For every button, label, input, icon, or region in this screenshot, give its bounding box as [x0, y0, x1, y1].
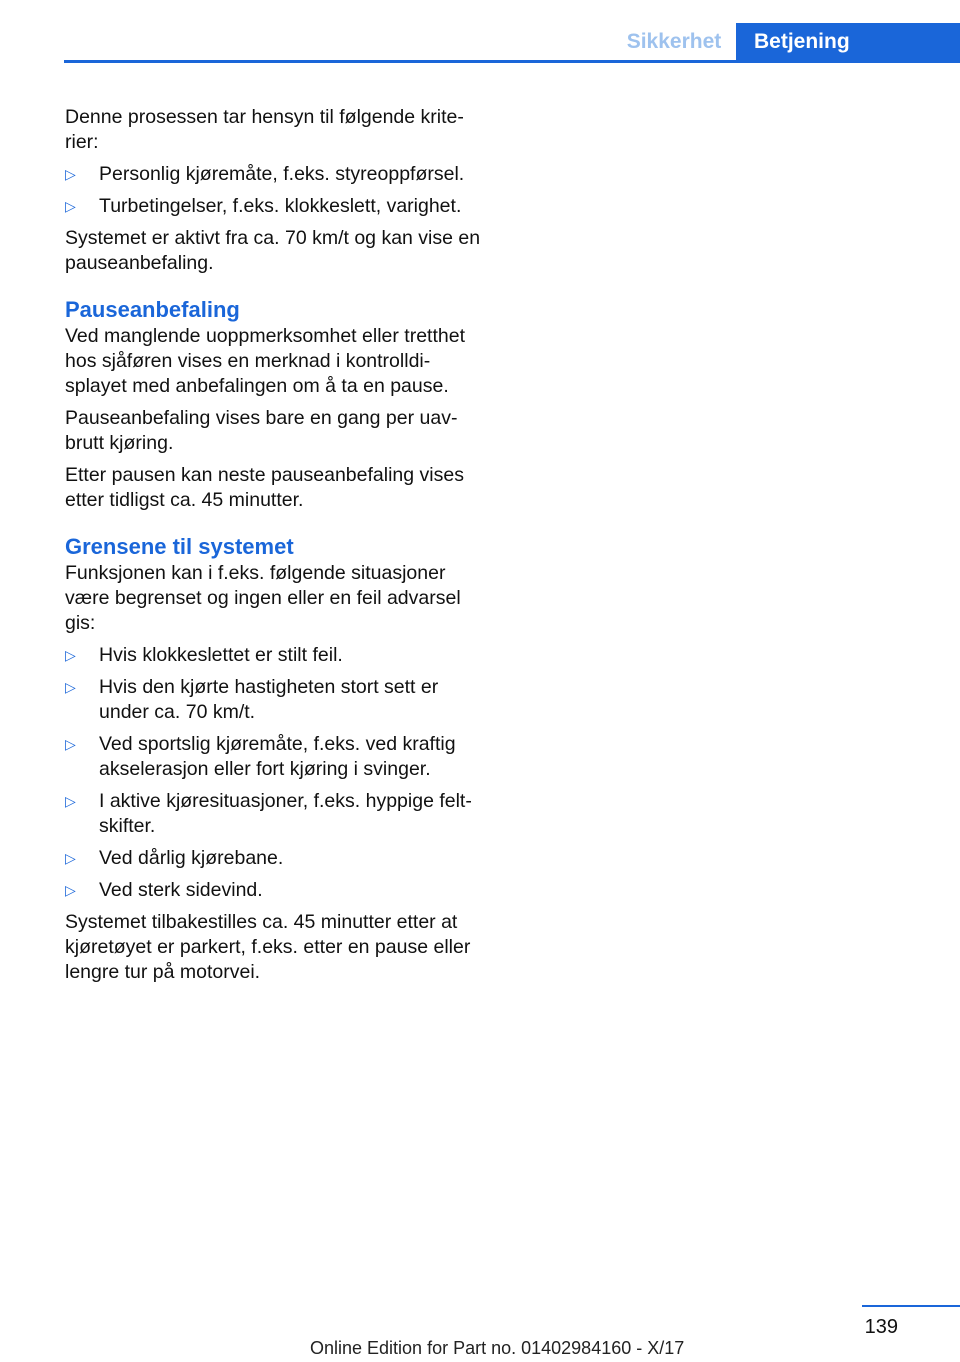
main-content — [65, 105, 485, 992]
paragraph: Ved manglende uoppmerksomhet eller tretthet hos sjåføren vises en merknad i kontrolldisplayet med anbefalingen om å ta en pause. — [65, 325, 465, 397]
triangle-bullet-icon: ▷ — [65, 647, 76, 663]
triangle-bullet-icon: ▷ — [65, 850, 76, 866]
tab-sikkerhet[interactable]: Sikkerhet — [626, 30, 722, 53]
paragraph: Pauseanbefaling vises bare en gang per uavbrutt kjøring. — [65, 407, 458, 454]
paragraph: Etter pausen kan neste pauseanbefaling vises etter tidligst ca. 45 minutter. — [65, 464, 464, 511]
page-number: 139 — [864, 1316, 898, 1338]
triangle-bullet-icon: ▷ — [65, 198, 76, 214]
list-item: ▷ Ved sterk sidevind. — [65, 879, 263, 901]
triangle-bullet-icon: ▷ — [65, 882, 76, 898]
triangle-bullet-icon: ▷ — [65, 166, 76, 182]
edition-note: Online Edition for Part no. 01402984160 - X/17 — [310, 1338, 685, 1358]
list-item: ▷ I aktive kjøresituasjoner, f.eks. hyppige feltskifter. — [65, 790, 472, 837]
list-item: ▷ Ved sportslig kjøremåte, f.eks. ved kraftig akselerasjon eller fort kjøring i svinger. — [65, 733, 456, 780]
active-paragraph: Systemet er aktivt fra ca. 70 km/t og kan vise en pauseanbefaling. — [65, 227, 481, 274]
list-item: ▷ Turbetingelser, f.eks. klokkeslett, varighet. — [65, 195, 462, 217]
section-heading-pauseanbefaling: Pauseanbefaling — [65, 297, 240, 322]
list-item: ▷ Hvis den kjørte hastigheten stort sett er under ca. 70 km/t. — [65, 676, 439, 723]
list-item: ▷ Ved dårlig kjørebane. — [65, 847, 284, 869]
list-item: ▷ Hvis klokkeslettet er stilt feil. — [65, 644, 343, 666]
intro-bullet-list — [65, 162, 485, 219]
section-heading-grensene: Grensene til systemet — [65, 534, 294, 559]
intro-paragraph: Denne prosessen tar hensyn til følgende kriterier: — [65, 106, 464, 153]
closing-paragraph: Systemet tilbakestilles ca. 45 minutter etter at kjøretøyet er parkert, f.eks. etter en pause eller lengre tur på motorvei. — [65, 911, 471, 983]
triangle-bullet-icon: ▷ — [65, 793, 76, 809]
paragraph: Funksjonen kan i f.eks. følgende situasjoner være begrenset og ingen eller en feil advarsel gis: — [65, 562, 461, 634]
tab-betjening[interactable]: Betjening — [736, 23, 960, 61]
triangle-bullet-icon: ▷ — [65, 679, 76, 695]
triangle-bullet-icon: ▷ — [65, 736, 76, 752]
list-item: ▷ Personlig kjøremåte, f.eks. styreoppførsel. — [65, 163, 465, 185]
limits-bullet-list — [65, 643, 485, 903]
footer-rule — [862, 1305, 960, 1307]
